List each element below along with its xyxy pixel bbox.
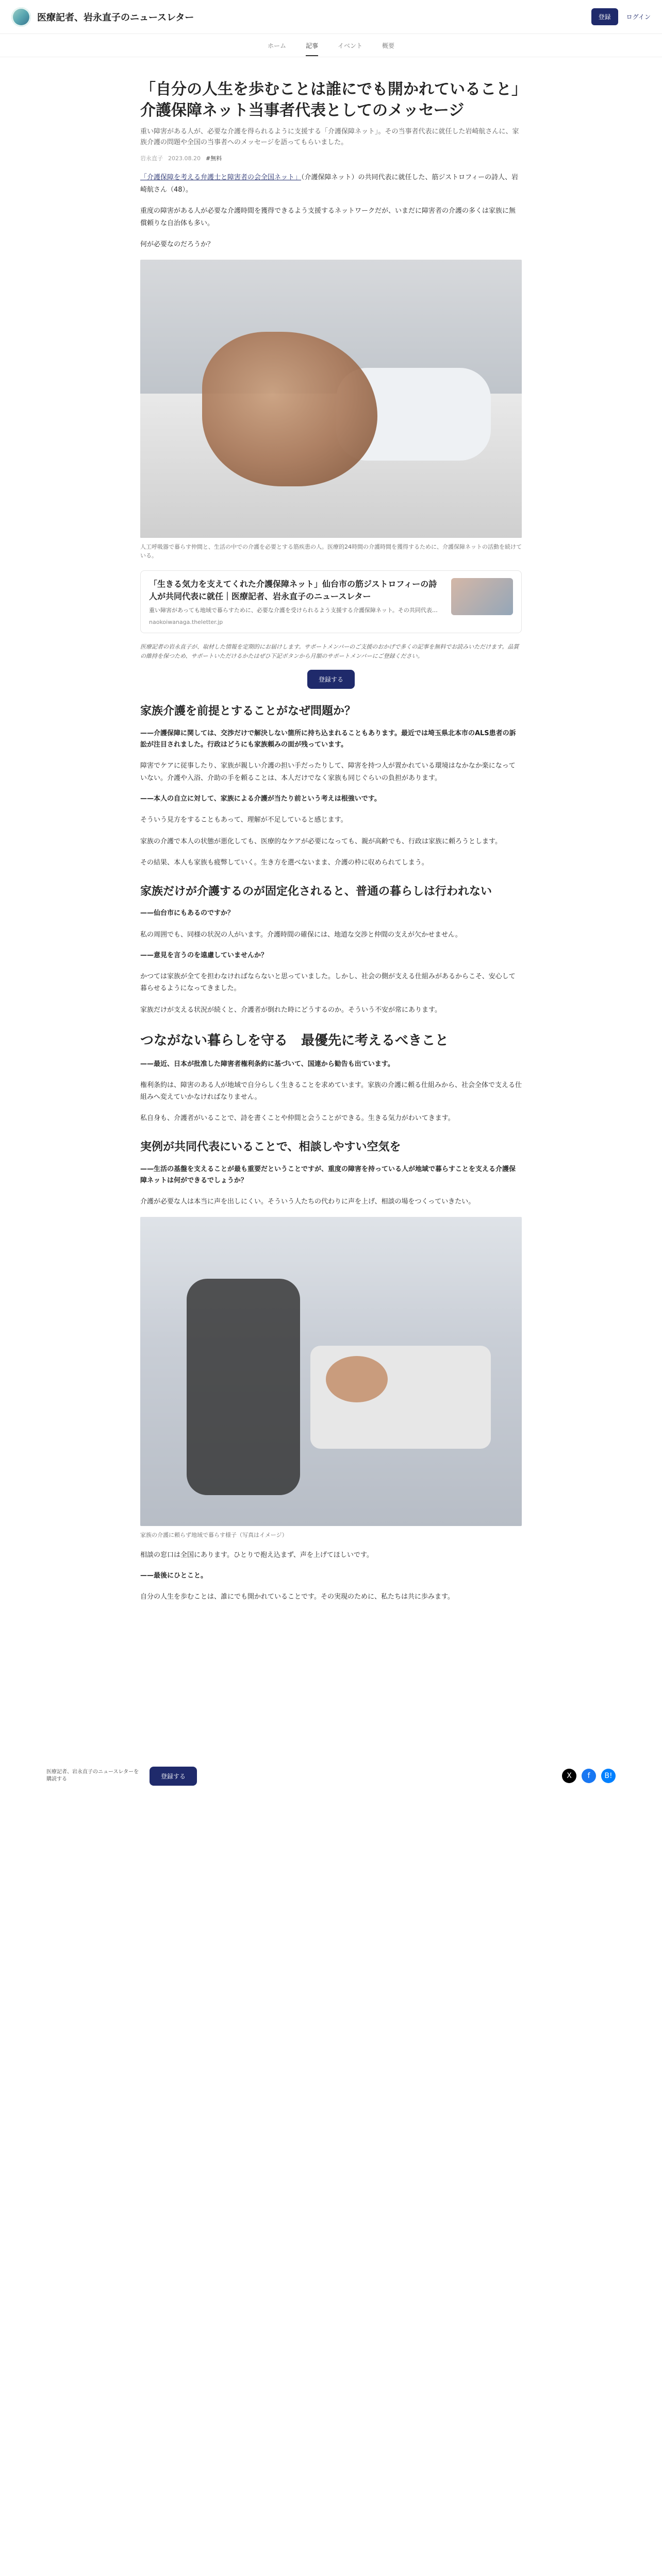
nav-articles[interactable]: 記事: [306, 41, 318, 56]
question: ——本人の自立に対して、家族による介護が当たり前という考えは根強いです。: [140, 795, 381, 803]
article-meta: [140, 154, 522, 162]
image-caption: 家族の介護に頼らず地域で暮らす様子（写真はイメージ）: [140, 1532, 288, 1539]
card-thumbnail: [451, 578, 513, 615]
share-text: 医療記者、岩永直子のニュースレターを購読する: [46, 1769, 139, 1782]
paragraph: 私の周囲でも、同様の状況の人がいます。介護時間の確保には、地道な交渉と仲間の支えが欠かせません。: [140, 930, 462, 939]
facebook-icon[interactable]: f: [582, 1769, 596, 1783]
site-title: 医療記者、岩永直子のニュースレター: [37, 12, 194, 23]
hatena-icon[interactable]: B!: [601, 1769, 616, 1783]
share-register-button[interactable]: 登録する: [150, 1767, 197, 1786]
paragraph: その結果、本人も家族も疲弊していく。生き方を選べないまま、介護の枠に収められてしまう。: [140, 859, 428, 867]
article-title: 「自分の人生を歩むことは誰にでも開かれていること」介護保障ネット当事者代表としてのメッセージ: [140, 80, 519, 120]
author: 岩永直子: [140, 155, 163, 162]
paragraph: [140, 172, 522, 196]
section-title: 実例が共同代表にいることで、相談しやすい空気を: [140, 1140, 401, 1154]
brand[interactable]: [11, 7, 194, 27]
paragraph: 相談の窓口は全国にあります。ひとりで抱え込まず、声を上げてほしいです。: [140, 1551, 373, 1559]
care-image: [140, 1217, 522, 1526]
article-subtitle: 重い障害がある人が、必要な介護を得られるように支援する「介護保障ネット」。その当事者代表に就任した岩崎航さんに、家族介護の問題や全国の当事者へのメッセージを語ってもらいました。: [140, 127, 519, 146]
paragraph: 介護が必要な人は本当に声を出しにくい。そういう人たちの代わりに声を上げ、相談の場をつくっていきたい。: [140, 1197, 475, 1206]
question: ——意見を言うのを遠慮していませんか？: [140, 951, 268, 959]
top-bar: [0, 0, 662, 34]
question: ——生活の基盤を支えることが最も重要だということですが、重度の障害を持っている人が地域で暮らすことを支える介護保障ネットは何ができるでしょうか？: [140, 1165, 516, 1184]
nav-home[interactable]: ホーム: [267, 42, 286, 49]
spacer: [140, 1613, 522, 1633]
section-title: つながない暮らしを守る 最優先に考えるべきこと: [140, 1033, 449, 1049]
hero-image: [140, 260, 522, 538]
article: [140, 79, 522, 1633]
paragraph: 障害でケアに従事したり、家族が親しい介護の担い手だったりして、障害を持つ人が置かれている環境はなかなか楽になっていない。介護や入浴、介助の手を頼ることは、本人だけでなく家族も同じぐらいの負担があります。: [140, 762, 516, 782]
x-icon[interactable]: X: [562, 1769, 576, 1783]
support-note: 医療記者の岩永直子が、取材した情報を定期的にお届けします。サポートメンバーのご支援のおかげで多くの記事を無料でお読みいただけます。品質の維持を保つため、サポートいただけるかたはぜひ下記ボタンから月額のサポートメンバーにご登録ください。: [140, 643, 519, 659]
section-title: 家族介護を前提とすることがなぜ問題か？: [140, 705, 356, 718]
paragraph: 重度の障害がある人が必要な介護時間を獲得できるよう支援するネットワークだが、いまだに障害者の介護の多くは家族に無償頼りな自治体も多い。: [140, 207, 516, 227]
paragraph: かつては家族が全てを担わなければならないと思っていました。しかし、社会の側が支える仕組みがあるからこそ、安心して暮らせるようになってきました。: [140, 972, 516, 993]
paragraph: 何が必要なのだろうか？: [140, 240, 214, 248]
nav-about[interactable]: 概要: [382, 42, 395, 49]
image-caption: 人工呼吸器で暮らす仲間と、生活の中での介護を必要とする筋疾患の人。医療的24時間の介護時間を獲得するために、介護保障ネットの活動を続けている。: [140, 544, 522, 559]
paragraph: 私自身も、介護者がいることで、詩を書くことや仲間と会うことができる。生きる気力がわいてきます。: [140, 1114, 455, 1123]
card-desc: 重い障害があっても地域で暮らすために、必要な介護を受けられるよう支援する介護保障ネット。その共同代表…: [149, 606, 438, 614]
register-button[interactable]: 登録: [591, 8, 618, 25]
image-face: [326, 1356, 388, 1402]
top-actions: [591, 8, 651, 25]
link-card[interactable]: [140, 570, 522, 633]
inline-link[interactable]: 「介護保障を考える弁護士と障害者の会全国ネット」: [140, 174, 302, 182]
text: （介護保障ネット）の共同代表に就任した、筋ジストロフィーの詩人、岩崎航さん（48）。: [140, 174, 519, 194]
tag[interactable]: #無料: [205, 155, 222, 162]
share-bar: [46, 1762, 616, 1790]
site-logo: [11, 7, 31, 27]
card-title: 「生きる気力を支えてくれた介護保障ネット」仙台市の筋ジストロフィーの詩人が共同代表に就任｜医療記者、岩永直子のニュースレター: [149, 579, 437, 601]
question: ——最近、日本が批准した障害者権利条約に基づいて、国連から勧告も出ています。: [140, 1060, 394, 1068]
paragraph: 家族だけが支える状況が続くと、介護者が倒れた時にどうするのか。そういう不安が常にあります。: [140, 1006, 441, 1014]
paragraph: 権利条約は、障害のある人が地域で自分らしく生きることを求めています。家族の介護に頼る仕組みから、社会全体で支える仕組みへ変えていかなければなりません。: [140, 1081, 522, 1101]
section-title: 家族だけが介護するのが固定化されると、普通の暮らしは行われない: [140, 885, 492, 898]
paragraph: 家族の介護で本人の状態が悪化しても、医療的なケアが必要になっても、親が高齢でも、行政は家族に頼ろうとします。: [140, 837, 502, 845]
nav-events[interactable]: イベント: [338, 42, 363, 49]
date: 2023.08.20: [168, 155, 201, 162]
register-cta-button[interactable]: 登録する: [307, 670, 355, 689]
paragraph: 自分の人生を歩むことは、誰にでも開かれていることです。その実現のために、私たちは共に歩みます。: [140, 1593, 454, 1601]
paragraph: そういう見方をすることもあって、理解が不足していると感じます。: [140, 816, 347, 824]
login-link[interactable]: ログイン: [626, 13, 651, 21]
share-icons: [562, 1769, 616, 1783]
card-site: naokoiwanaga.theletter.jp: [149, 619, 223, 626]
main-nav: [0, 34, 662, 57]
image-nurse: [187, 1279, 300, 1495]
question: ——仙台市にもあるのですか？: [140, 909, 235, 918]
question: ——介護保障に関しては、交渉だけで解決しない箇所に持ち込まれることもあります。最近では埼玉県北本市のALS患者の訴訟が注目されました。行政はどうにも家族頼みの面が残っています。: [140, 730, 516, 749]
question: ——最後にひとこと。: [140, 1572, 208, 1580]
image-person: [202, 332, 377, 486]
